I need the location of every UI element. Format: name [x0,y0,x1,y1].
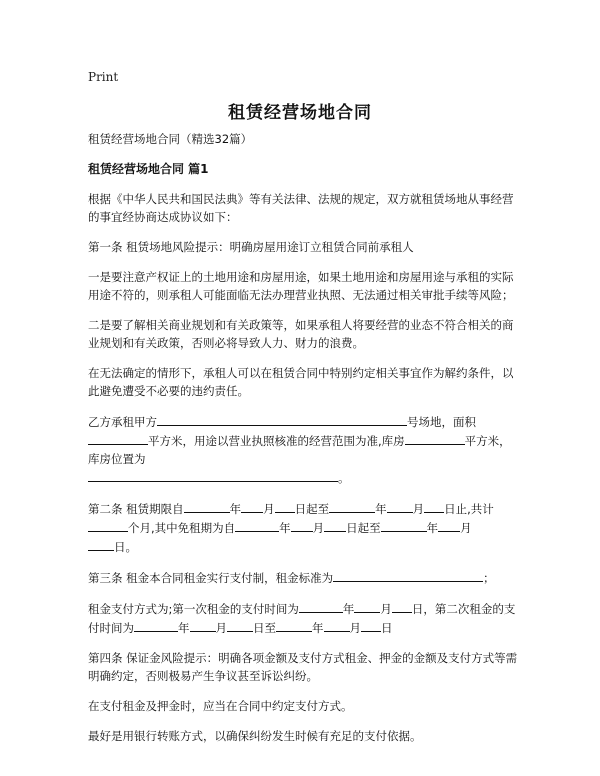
rent-paragraph [88,568,518,587]
term-text: 年 [229,502,242,516]
payment-text: 月 [349,621,361,635]
storage-location-blank [88,468,338,482]
term-text: 年 [279,521,291,535]
uncertain-paragraph: 在无法确定的情形下，承租人可以在租赁合同中特别约定相关事宜作为解约条件，以此避免遭受不必要的违约责任。 [88,366,514,398]
first-pay-day-blank [392,599,412,613]
second-pay-until-day-blank [361,618,381,632]
payment-text: 日，第二次租金的支付时间为 [88,602,516,635]
term-text: 年 [375,502,387,516]
payment-text: 年 [312,621,324,635]
clause-one: 第一条 租赁场地风险提示：明确房屋用途订立租赁合同前承租人 [88,240,414,254]
start-year-blank [184,499,230,513]
start-day-blank [275,499,295,513]
premises-paragraph [88,412,518,487]
free-start-month-blank [291,518,313,532]
second-pay-month-blank [190,618,216,632]
second-pay-day-blank [227,618,253,632]
page-title: 租赁经营场地合同 [228,103,372,123]
section-heading: 租赁经营场地合同 篇1 [88,162,209,176]
term-text: 第二条 租赁期限自 [88,502,184,516]
document-subtitle: 租赁经营场地合同（精选32篇） [88,132,253,146]
premises-text: 平方米，库房位置为 [88,434,511,466]
rent-text: ； [483,571,495,585]
second-pay-until-blank [276,618,312,632]
first-pay-year-blank [299,599,343,613]
payment-text: 日至 [253,621,276,635]
term-text: 日止,共计 [444,502,494,516]
free-end-day-blank [88,537,114,551]
term-text: 日起至 [346,521,381,535]
premises-lessor-blank [157,412,407,426]
premises-text: 。 [338,471,350,485]
term-text: 日起至 [294,502,330,516]
deposit-paragraph: 第四条 保证金风险提示：明确各项金额及支付方式租金、押金的金额及支付方式等需明确约定，否则极易产生争议甚至诉讼纠纷。 [88,651,518,683]
storage-area-blank [405,431,465,445]
term-text: 月 [460,521,472,535]
premises-text: 乙方承租甲方 [88,415,157,429]
term-text: 日。 [114,540,137,554]
end-day-blank [424,499,444,513]
risk-point-two: 二是要了解相关商业规划和有关政策等，如果承租人将要经营的业态不符合相关的商业规划和有关政策，否则必将导致人力、财力的浪费。 [88,318,514,350]
free-end-month-blank [438,518,460,532]
intro-paragraph: 根据《中华人民共和国民法典》等有关法律、法规的规定，双方就租赁场地从事经营的事宜经协商达成协议如下： [88,192,514,224]
term-text: 年 [426,521,439,535]
risk-point-one: 一是要注意产权证上的土地用途和房屋用途，如果土地用途和房屋用途与承租的实际用途不符的，则承租人可能面临无法办理营业执照、无法通过相关审批手续等风险； [88,270,514,302]
first-pay-month-blank [354,599,380,613]
term-text: 个月,其中免租期为自 [128,521,236,535]
term-text: 月 [263,502,275,516]
rent-standard-blank [333,568,483,582]
free-end-year-blank [381,518,427,532]
rent-text: 第三条 租金本合同租金实行支付制，租金标准为 [88,571,334,585]
end-year-blank [329,499,375,513]
print-link[interactable]: Print [88,70,119,84]
payment-method-note: 在支付租金及押金时，应当在合同中约定支付方式。 [88,699,353,713]
payment-text: 月 [215,621,227,635]
second-pay-year-blank [134,618,178,632]
payment-text: 月 [380,602,392,616]
area-blank [88,431,148,445]
payment-text: 租金支付方式为;第一次租金的支付时间为 [88,602,299,616]
term-text: 月 [412,502,425,516]
start-month-blank [241,499,263,513]
document-body [88,130,518,757]
payment-paragraph [88,599,518,637]
premises-text: 平方米，用途以营业执照核准的经营范围为准,库房 [148,434,405,448]
payment-text: 年 [342,602,355,616]
payment-text: 年 [178,621,190,635]
second-pay-until-month-blank [324,618,350,632]
end-month-blank [387,499,413,513]
term-paragraph [88,499,518,556]
payment-text: 日 [381,621,393,635]
total-months-blank [88,518,128,532]
free-start-year-blank [235,518,279,532]
bank-transfer-note: 最好是用银行转账方式，以确保纠纷发生时候有充足的支付依据。 [88,729,422,743]
premises-text: 号场地，面积 [407,415,476,429]
free-start-day-blank [324,518,346,532]
term-text: 月 [312,521,325,535]
